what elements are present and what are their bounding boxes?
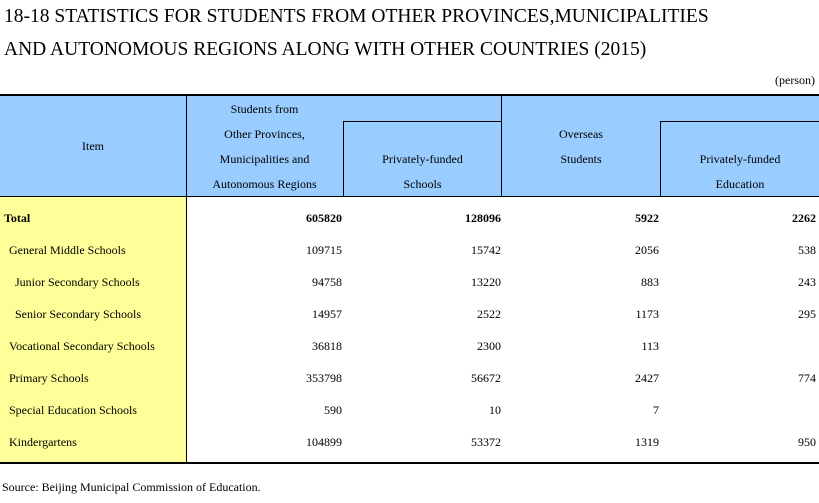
header-col1-line4: Autonomous Regions: [212, 177, 317, 191]
cell-col1: 36818: [312, 339, 342, 353]
cell-col1: 94758: [312, 275, 342, 289]
unit-label: (person): [775, 73, 815, 87]
cell-col2: 128096: [465, 211, 501, 225]
table-row: [0, 266, 819, 298]
cell-col4: 538: [798, 243, 816, 257]
cell-col2: 2300: [477, 339, 501, 353]
table-row: [0, 362, 819, 394]
cell-col3: 7: [653, 403, 659, 417]
cell-col1: 353798: [306, 371, 342, 385]
cell-col3: 1173: [635, 307, 659, 321]
cell-col1: 109715: [306, 243, 342, 257]
table-row: [0, 330, 819, 362]
table-row: [0, 394, 819, 426]
cell-col3: 5922: [635, 211, 659, 225]
table-title-line-2: AND AUTONOMOUS REGIONS ALONG WITH OTHER COUNTRIES (2015): [4, 39, 647, 60]
row-label: General Middle Schools: [9, 243, 126, 257]
header-col1-line3: Municipalities and: [219, 152, 310, 166]
col4-top-border: [660, 121, 819, 122]
cell-col4: 243: [798, 275, 816, 289]
table-top-border: [0, 94, 819, 96]
header-col2-line2: Schools: [403, 177, 442, 191]
cell-col2: 13220: [471, 275, 501, 289]
cell-col1: 104899: [306, 435, 342, 449]
table-row: [0, 298, 819, 330]
row-label: Kindergartens: [9, 435, 77, 449]
col2-top-border: [343, 121, 501, 122]
cell-col3: 2427: [635, 371, 659, 385]
row-label: Vocational Secondary Schools: [9, 339, 155, 353]
cell-col2: 2522: [477, 307, 501, 321]
cell-col3: 883: [641, 275, 659, 289]
header-col3-line2: Students: [560, 152, 602, 166]
row-label: Total: [4, 211, 31, 225]
source-note: Source: Beijing Municipal Commission of Education.: [2, 480, 261, 494]
cell-col2: 53372: [471, 435, 501, 449]
header-col3-line1: Overseas: [559, 127, 603, 141]
cell-col4: 950: [798, 435, 816, 449]
table-row: [0, 426, 819, 458]
statistics-table: [0, 94, 819, 465]
cell-col1: 590: [324, 403, 342, 417]
table-title-line-1: 18-18 STATISTICS FOR STUDENTS FROM OTHER PROVINCES,MUNICIPALITIES: [4, 6, 709, 27]
table-bottom-border: [0, 462, 819, 464]
cell-col3: 1319: [635, 435, 659, 449]
cell-col2: 10: [489, 403, 501, 417]
table-row: [0, 234, 819, 266]
header-item: Item: [82, 139, 104, 153]
header-col1-line2: Other Provinces,: [224, 127, 305, 141]
cell-col3: 2056: [635, 243, 659, 257]
cell-col1: 605820: [306, 211, 342, 225]
cell-col2: 15742: [471, 243, 501, 257]
cell-col4: 2262: [792, 211, 816, 225]
header-col4-line2: Education: [715, 177, 765, 191]
row-label: Primary Schools: [9, 371, 89, 385]
header-col2-line1: Privately-funded: [382, 152, 463, 166]
cell-col1: 14957: [312, 307, 342, 321]
row-label: Junior Secondary Schools: [15, 275, 140, 289]
cell-col4: 774: [798, 371, 816, 385]
row-label: Senior Secondary Schools: [15, 307, 141, 321]
cell-col3: 113: [641, 339, 659, 353]
row-label: Special Education Schools: [9, 403, 137, 417]
header-col4-line1: Privately-funded: [699, 152, 781, 166]
cell-col2: 56672: [471, 371, 501, 385]
header-col1-line1: Students from: [230, 102, 299, 116]
table-row-total: [0, 202, 819, 234]
cell-col4: 295: [798, 307, 816, 321]
